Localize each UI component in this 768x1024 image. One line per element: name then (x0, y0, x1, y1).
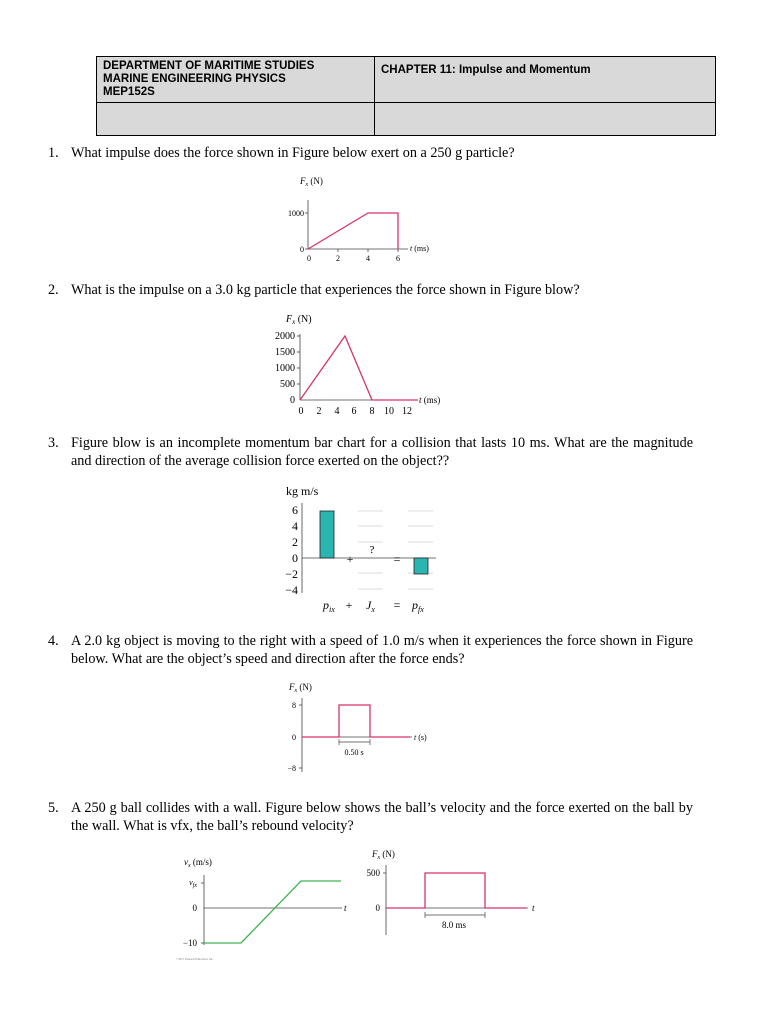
category-impulse: $J_x$ (366, 598, 375, 614)
figure-1-force-graph (280, 172, 440, 262)
empty-cell-right (375, 103, 716, 136)
y-ticks (297, 336, 300, 384)
question-number: 1. (48, 145, 59, 161)
question-text: What impulse does the force shown in Figure below exert on a 250 g particle? (71, 145, 515, 161)
y-tick-label: 8 (292, 701, 296, 710)
y-tick-label: 1500 (275, 347, 295, 358)
question-number: 3. (48, 435, 59, 451)
x-axis-label: t (ms) (410, 244, 429, 253)
question-text: A 2.0 kg object is moving to the right with a speed of 1.0 m/s when it experiences the force shown in Figure below. What are the object’s speed and direction after the force ends? (71, 633, 693, 667)
figure-3-momentum-bar-chart (276, 483, 446, 613)
y-tick-label: 0 (292, 551, 298, 565)
y-tick-label: −4 (285, 583, 298, 597)
y-tick-label: −10 (182, 938, 197, 948)
department-cell (97, 57, 375, 103)
y-tick-label: 0 (192, 903, 197, 913)
equals-sign: = (393, 552, 401, 566)
x-tick-label: 0 (298, 406, 304, 417)
x-tick-label: 6 (396, 254, 400, 263)
duration-label: 8.0 ms (441, 920, 467, 930)
x-tick-label: 6 (351, 406, 357, 417)
category-plus: + (345, 598, 353, 612)
question-text: A 250 g ball collides with a wall. Figure below shows the ball’s velocity and the force exerted on the ball by the wall. What is vfx, the ball’s rebound velocity? (71, 800, 693, 834)
department-name: DEPARTMENT OF MARITIME STUDIES (103, 60, 315, 72)
force-curve (386, 873, 526, 908)
bar-final-momentum (414, 558, 428, 574)
y-tick-label: −2 (285, 567, 298, 581)
chapter-cell (375, 57, 716, 103)
y-axis-label: $F_x$ (N) (289, 682, 312, 694)
x-axis-label: t (ms) (419, 395, 441, 405)
y-axis-label: $F_x$ (N) (300, 176, 323, 188)
question-text: What is the impulse on a 3.0 kg particle that experiences the force shown in Figure blow? (71, 282, 580, 298)
figure-2-force-graph (266, 310, 456, 420)
y-axis-label: $v_x$ (m/s) (184, 857, 212, 869)
x-axis-label: t (s) (414, 733, 427, 742)
x-tick-label: 12 (402, 406, 412, 417)
y-tick-label: 500 (280, 379, 295, 390)
y-tick-label: $v_{fx}$ (189, 878, 197, 889)
empty-cell-left (97, 103, 375, 136)
y-tick-label: 0 (290, 395, 295, 406)
question-4 (48, 632, 693, 668)
y-tick-label: −8 (287, 764, 296, 773)
question-3 (48, 434, 693, 470)
question-text: Figure blow is an incomplete momentum bar chart for a collision that lasts 10 ms. What are the magnitude and direction of the average collision force exerted on the object?? (71, 435, 693, 469)
force-curve (308, 213, 398, 249)
x-tick-label: 2 (336, 254, 340, 263)
x-tick-label: 2 (316, 406, 322, 417)
y-tick-label: 1000 (288, 209, 304, 218)
y-tick-label: 0 (375, 903, 380, 913)
y-tick-label: 4 (292, 519, 298, 533)
figure-5-velocity-graph (176, 853, 376, 963)
chapter-title: CHAPTER 11: Impulse and Momentum (381, 64, 591, 76)
figure-5-force-graph (358, 845, 538, 955)
y-tick-label: 6 (292, 503, 298, 517)
category-final: $p_{fx}$ (412, 598, 424, 614)
plus-sign: + (346, 552, 354, 566)
y-tick-label: 500 (366, 868, 380, 878)
question-number: 2. (48, 282, 59, 298)
question-number: 4. (48, 633, 59, 649)
header-table (96, 56, 716, 118)
y-tick-label: 0 (292, 733, 296, 742)
question-5 (48, 799, 693, 835)
figure-4-force-graph (280, 680, 440, 780)
y-axis-label: $F_x$ (N) (286, 314, 312, 326)
unknown-impulse: ? (369, 544, 375, 556)
duration-label: 0.50 s (344, 748, 364, 757)
y-axis-label: kg m/s (286, 484, 319, 498)
x-tick-label: 8 (369, 406, 375, 417)
y-tick-label: 2000 (275, 331, 295, 342)
x-axis-label: t (344, 903, 347, 913)
x-tick-label: 4 (366, 254, 370, 263)
x-tick-label: 0 (307, 254, 311, 263)
velocity-curve (204, 881, 341, 943)
x-tick-label: 10 (384, 406, 394, 417)
force-curve (302, 705, 410, 737)
bar-initial-momentum (320, 511, 334, 558)
y-tick-label: 0 (300, 245, 304, 254)
copyright-note: ©2017 Pearson Education, Inc. (176, 957, 214, 961)
y-tick-label: 2 (292, 535, 298, 549)
category-initial: $p_{ix}$ (323, 598, 335, 614)
question-2 (48, 281, 693, 299)
x-tick-label: 4 (334, 406, 340, 417)
course-code: MEP152S (103, 86, 155, 98)
y-tick-label: 1000 (275, 363, 295, 374)
x-axis-label: t (532, 903, 535, 913)
course-name: MARINE ENGINEERING PHYSICS (103, 73, 286, 85)
question-number: 5. (48, 800, 59, 816)
category-equals: = (393, 598, 401, 612)
y-axis-label: $F_x$ (N) (372, 849, 395, 861)
force-curve (300, 336, 418, 400)
question-1 (48, 144, 693, 162)
